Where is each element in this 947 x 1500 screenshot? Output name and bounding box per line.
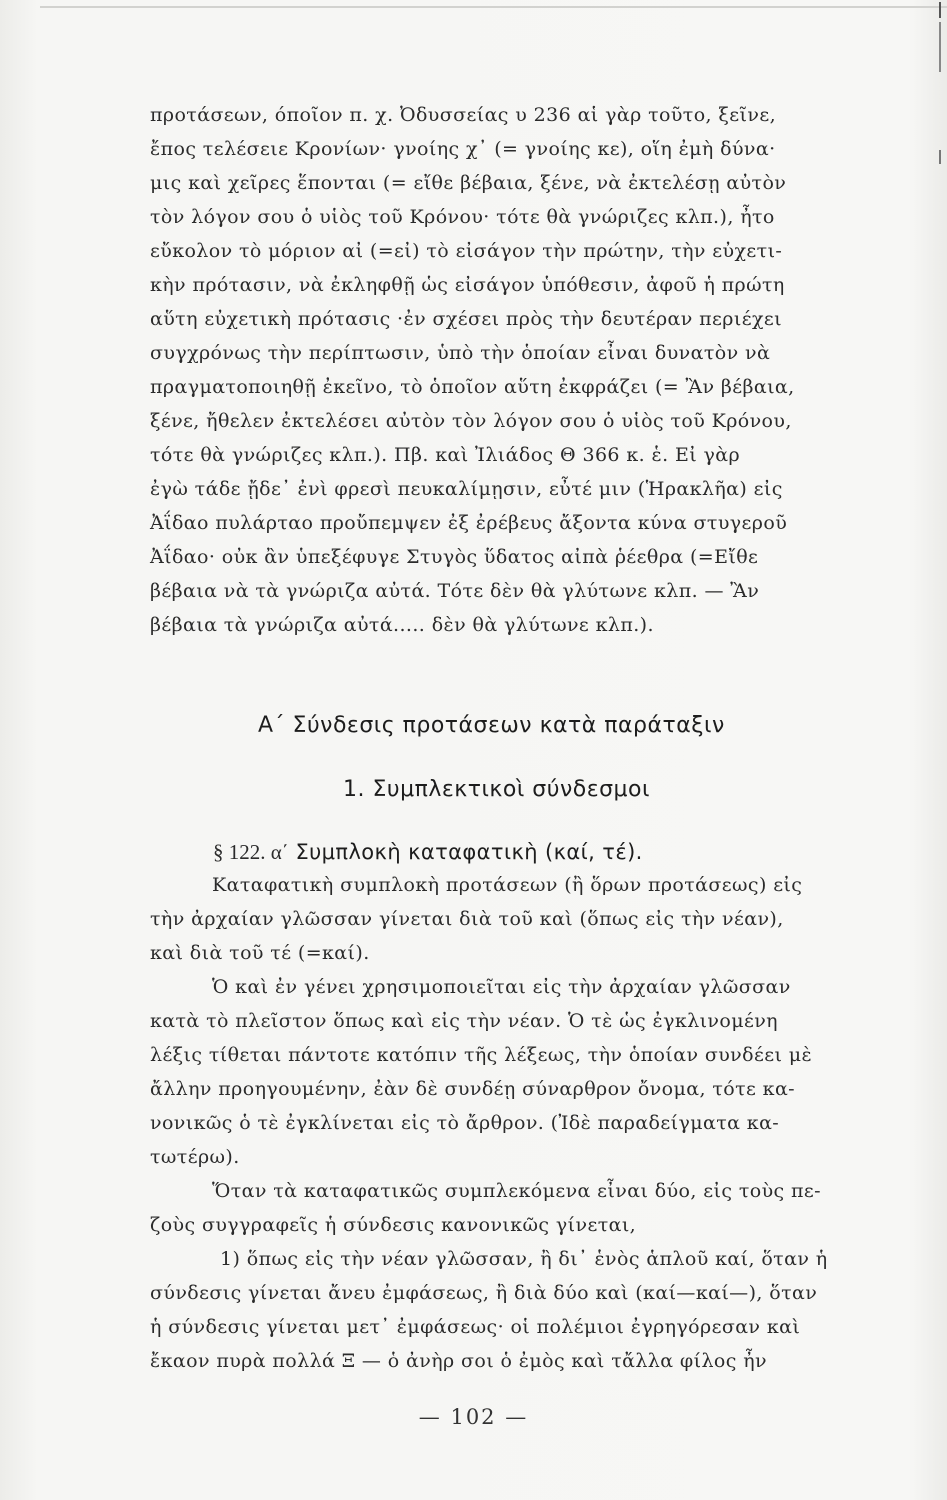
text-line: κατὰ τὸ πλεῖστον ὅπως καὶ εἰς τὴν νέαν. Ὁ τὲ ὡς ἐγκλινομένη <box>150 1010 778 1032</box>
text-line: ζοὺς συγγραφεῖς ἡ σύνδεσις κανονικῶς γίνεται, <box>150 1214 637 1236</box>
text-line: Ἀΐδαο πυλάρταο προὔπεμψεν ἐξ ἐρέβευς ἄξοντα κύνα στυγεροῦ <box>150 512 788 534</box>
section-number: § 122. α΄ <box>213 840 289 864</box>
text-line: τὸν λόγον σου ὁ υἱὸς τοῦ Κρόνου· τότε θὰ γνώριζες κλπ.), ἦτο <box>150 206 775 228</box>
binding-mark <box>939 150 941 164</box>
page-number: — 102 — <box>418 1405 529 1429</box>
text-line: τότε θὰ γνώριζες κλπ.). Πβ. καὶ Ἰλιάδος Θ 366 κ. ἑ. Εἰ γὰρ <box>150 444 741 466</box>
text-line: βέβαια τὰ γνώριζα αὐτά..... δὲν θὰ γλύτωνε κλπ.). <box>150 614 654 636</box>
text-line: ἔπος τελέσειε Κρονίων· γνοίης χ᾿ (= γνοίης κε), οἵη ἐμὴ δύνα· <box>150 138 776 160</box>
text-line: τὴν ἀρχαίαν γλῶσσαν γίνεται διὰ τοῦ καὶ (ὅπως εἰς τὴν νέαν), <box>150 908 784 930</box>
text-line: μις καὶ χεῖρες ἕπονται (= εἴθε βέβαια, ξένε, νὰ ἐκτελέσῃ αὐτὸν <box>150 172 787 194</box>
text-line: λέξις τίθεται πάντοτε κατόπιν τῆς λέξεως, τὴν ὁποίαν συνδέει μὲ <box>150 1044 813 1066</box>
text-line: πραγματοποιηθῇ ἐκεῖνο, τὸ ὁποῖον αὕτη ἐκφράζει (= Ἂν βέβαια, <box>150 376 795 398</box>
binding-mark <box>939 2 941 18</box>
text-line: Καταφατικὴ συμπλοκὴ προτάσεων (ἢ ὅρων προτάσεως) εἰς <box>212 874 803 896</box>
text-line: ξένε, ἤθελεν ἐκτελέσει αὐτὸν τὸν λόγον σου ὁ υἱὸς τοῦ Κρόνου, <box>150 410 792 432</box>
text-line: ἔκαον πυρὰ πολλά Ξ — ὁ ἀνὴρ σοι ὁ ἐμὸς καὶ τἄλλα φίλος ἦν <box>150 1350 767 1372</box>
section-heading <box>213 840 643 865</box>
text-line: σύνδεσις γίνεται ἄνευ ἐμφάσεως, ἢ διὰ δύο καὶ (καί—καί—), ὅταν <box>150 1282 818 1304</box>
binding-mark <box>939 22 941 72</box>
text-line: αὕτη εὐχετικὴ πρότασις ·ἐν σχέσει πρὸς τὴν δευτέραν περιέχει <box>150 308 782 330</box>
chapter-heading: Α΄ Σύνδεσις προτάσεων κατὰ παράταξιν <box>258 713 725 738</box>
text-line: ἡ σύνδεσις γίνεται μετ᾿ ἐμφάσεως· οἱ πολέμιοι ἐγρηγόρεσαν καὶ <box>150 1316 801 1338</box>
page-edge-rule <box>40 6 947 8</box>
section-title: Συμπλοκὴ καταφατικὴ (καί, τέ). <box>295 840 643 864</box>
text-line: τωτέρω). <box>150 1146 240 1168</box>
text-line: κὴν πρότασιν, νὰ ἐκληφθῇ ὡς εἰσάγον ὑπόθεσιν, ἀφοῦ ἡ πρώτη <box>150 274 785 296</box>
text-line: καὶ διὰ τοῦ τέ (=καί). <box>150 942 370 964</box>
text-line: Ὁ καὶ ἐν γένει χρησιμοποιεῖται εἰς τὴν ἀρχαίαν γλῶσσαν <box>212 976 791 998</box>
text-line: 1) ὅπως εἰς τὴν νέαν γλῶσσαν, ἢ δι᾿ ἑνὸς ἁπλοῦ καί, ὅταν ἡ <box>220 1248 828 1270</box>
text-line: Ἀΐδαο· οὐκ ἂν ὑπεξέφυγε Στυγὸς ὕδατος αἰπὰ ῥέεθρα (=Εἴθε <box>150 546 759 568</box>
text-line: συγχρόνως τὴν περίπτωσιν, ὑπὸ τὴν ὁποίαν εἶναι δυνατὸν νὰ <box>150 342 771 364</box>
text-line: νονικῶς ὁ τὲ ἐγκλίνεται εἰς τὸ ἄρθρον. (Ἰδὲ παραδείγματα κα- <box>150 1112 780 1134</box>
text-line: ἄλλην προηγουμένην, ἐὰν δὲ συνδέῃ σύναρθρον ὄνομα, τότε κα- <box>150 1078 795 1100</box>
text-line: προτάσεων, όποῖον π. χ. Ὀδυσσείας υ 236 αἱ γὰρ τοῦτο, ξεῖνε, <box>150 104 777 126</box>
text-line: εὔκολον τὸ μόριον αἰ (=εἰ) τὸ εἰσάγον τὴν πρώτην, τὴν εὐχετι- <box>150 240 783 262</box>
text-line: ἐγὼ τάδε ᾔδε᾿ ἐνὶ φρεσὶ πευκαλίμῃσιν, εὖτέ μιν (Ἡρακλῆα) εἰς <box>150 478 783 500</box>
subsection-heading: 1. Συμπλεκτικοὶ σύνδεσμοι <box>343 777 650 802</box>
text-line: Ὅταν τὰ καταφατικῶς συμπλεκόμενα εἶναι δύο, εἰς τοὺς πε- <box>212 1180 821 1202</box>
text-line: βέβαια νὰ τὰ γνώριζα αὐτά. Τότε δὲν θὰ γλύτωνε κλπ. — Ἂν <box>150 580 760 602</box>
